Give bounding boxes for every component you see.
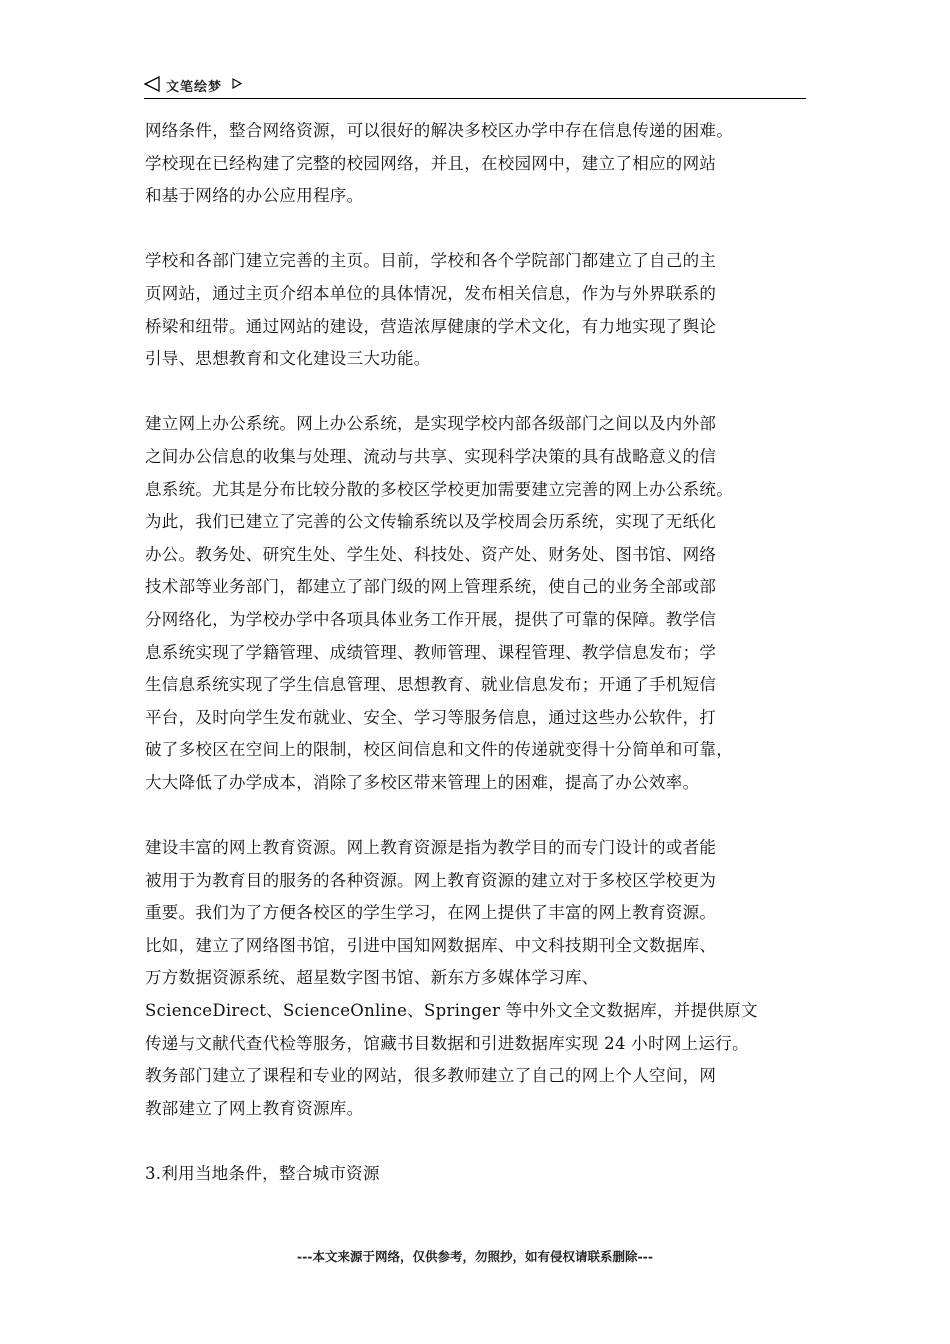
text-line: 网络条件，整合网络资源，可以很好的解决多校区办学中存在信息传递的困难。 <box>145 121 733 140</box>
paragraph-gap <box>145 1125 805 1158</box>
triangle-right-icon <box>232 78 242 89</box>
text-line: 教部建立了网上教育资源库。 <box>145 1098 364 1118</box>
text-line: 传递与文献代查代检等服务，馆藏书目数据和引进数据库实现 24 小时网上运行。 <box>145 1033 749 1053</box>
footer-disclaimer: ---本文来源于网络，仅供参考，勿照抄，如有侵权请联系删除--- <box>296 1249 654 1264</box>
text-line: 破了多校区在空间上的限制，校区间信息和文件的传递就变得十分简单和可靠， <box>145 740 733 760</box>
text-line: 技术部等业务部门，都建立了部门级的网上管理系统，使自己的业务全部或部 <box>145 577 717 597</box>
text-line: 页网站，通过主页介绍本单位的具体情况，发布相关信息，作为与外界联系的 <box>145 283 717 303</box>
page-header <box>144 72 806 99</box>
document-body <box>145 115 805 1191</box>
paragraph-gap <box>145 376 805 409</box>
text-line: 大大降低了办学成本，消除了多校区带来管理上的困难，提高了办公效率。 <box>145 772 700 792</box>
paragraph <box>145 245 805 375</box>
text-line: 息系统实现了学籍管理、成绩管理、教师管理、课程管理、教学信息发布；学 <box>145 642 717 662</box>
section-heading <box>145 1158 805 1191</box>
triangle-left-icon <box>144 76 160 92</box>
header-brand: 文笔绘梦 <box>166 80 223 95</box>
text-line: 生信息系统实现了学生信息管理、思想教育、就业信息发布；开通了手机短信 <box>145 675 717 695</box>
text-line: 重要。我们为了方便各校区的学生学习，在网上提供了丰富的网上教育资源。 <box>145 903 717 923</box>
text-line: 比如，建立了网络图书馆，引进中国知网数据库、中文科技期刊全文数据库、 <box>145 935 717 955</box>
text-line: 建设丰富的网上教育资源。网上教育资源是指为教学目的而专门设计的或者能 <box>145 838 717 858</box>
text-line: 之间办公信息的收集与处理、流动与共享、实现科学决策的具有战略意义的信 <box>145 446 717 466</box>
text-line: 息系统。尤其是分布比较分散的多校区学校更加需要建立完善的网上办公系统。 <box>145 479 733 499</box>
text-line: 教务部门建立了课程和专业的网站，很多教师建立了自己的网上个人空间，网 <box>145 1066 717 1086</box>
text-line: 建立网上办公系统。网上办公系统，是实现学校内部各级部门之间以及内外部 <box>145 414 717 434</box>
text-line: 和基于网络的办公应用程序。 <box>145 186 364 206</box>
text-line: 学校现在已经构建了完整的校园网络，并且，在校园网中，建立了相应的网站 <box>145 153 717 173</box>
text-line: 学校和各部门建立完善的主页。目前，学校和各个学院部门都建立了自己的主 <box>145 251 717 271</box>
text-line: 被用于为教育目的服务的各种资源。网上教育资源的建立对于多校区学校更为 <box>145 870 717 890</box>
text-line: 万方数据资源系统、超星数字图书馆、新东方多媒体学习库、 <box>145 968 599 988</box>
paragraph-gap <box>145 799 805 832</box>
paragraph <box>145 408 805 799</box>
text-line: 平台，及时向学生发布就业、安全、学习等服务信息，通过这些办公软件，打 <box>145 707 717 727</box>
text-line: 桥梁和纽带。通过网站的建设，营造浓厚健康的学术文化，有力地实现了舆论 <box>145 316 717 336</box>
text-line: 引导、思想教育和文化建设三大功能。 <box>145 349 431 369</box>
text-line: 办公。教务处、研究生处、学生处、科技处、资产处、财务处、图书馆、网络 <box>145 544 717 564</box>
paragraph <box>145 832 805 1125</box>
text-line: 3.利用当地条件，整合城市资源 <box>145 1164 380 1183</box>
text-line: ScienceDirect、ScienceOnline、Springer 等中外文全文数据库，并提供原文 <box>145 1001 758 1021</box>
paragraph <box>145 115 805 213</box>
text-line: 为此，我们已建立了完善的公文传输系统以及学校周会历系统，实现了无纸化 <box>145 512 717 532</box>
text-line: 分网络化，为学校办学中各项具体业务工作开展，提供了可靠的保障。教学信 <box>145 609 717 629</box>
paragraph-gap <box>145 213 805 246</box>
